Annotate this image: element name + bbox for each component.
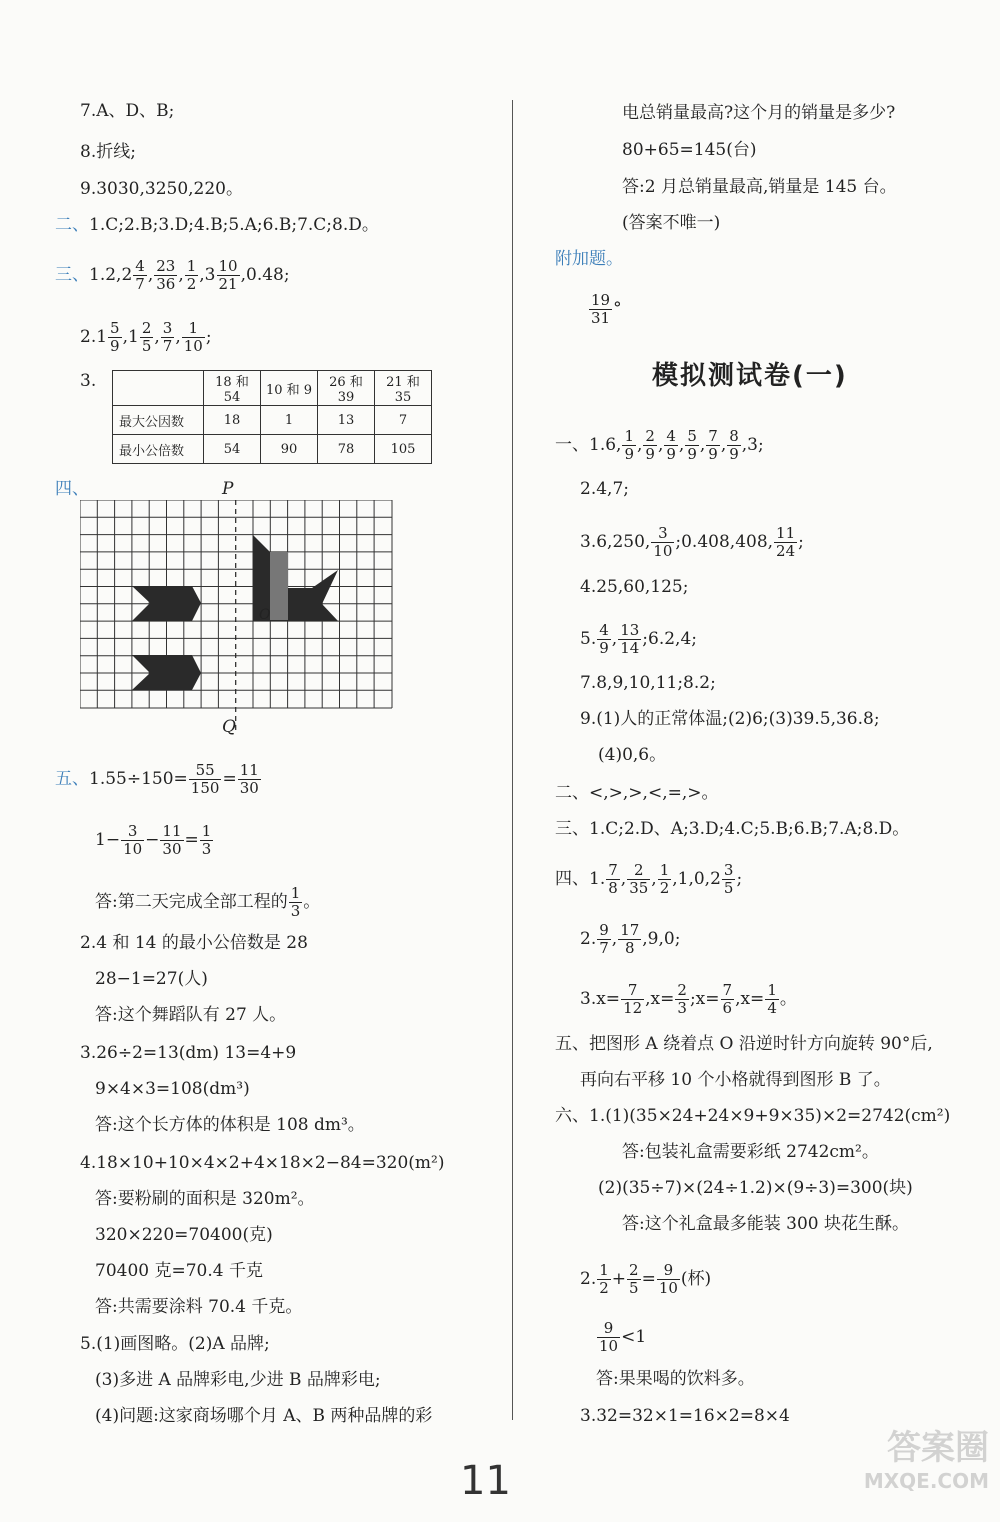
answer-line: 7.A、D、B;	[80, 101, 175, 121]
grid-figure	[80, 500, 400, 730]
section-2: 二、1.C;2.B;3.D;4.B;5.A;6.B;7.C;8.D。	[55, 215, 379, 235]
answer-line: 答:包装礼盒需要彩纸 2742cm²。	[622, 1142, 879, 1162]
section-5-line-1: 五、1.55÷150= $\frac{55}{150}$ = $\frac{11}{30}$	[55, 761, 259, 797]
answer-line: (答案不唯一)	[622, 213, 721, 233]
section-5-line-2: 1− $\frac{3}{10}$ − $\frac{11}{30}$ = $\frac{1}{3}$	[95, 822, 212, 858]
table-corner	[113, 371, 204, 406]
answer-line: 答:果果喝的饮料多。	[596, 1369, 755, 1389]
table-cell: 1	[261, 406, 318, 435]
answer-line: 2. $\frac{1}{2}$ + $\frac{2}{5}$ = $\frac{9}{10}$ (杯)	[580, 1261, 712, 1297]
watermark-logo: 答案圈 MXQE.COM	[863, 1428, 989, 1493]
answer-line: 28−1=27(人)	[95, 969, 208, 989]
shape-b-highlight	[270, 552, 288, 620]
line-p-label: P	[222, 479, 234, 499]
table-row	[113, 406, 432, 435]
extra-answer: $\frac{19}{31}$ °	[591, 291, 622, 327]
answer-line: 答:2 月总销量最高,销量是 145 台。	[622, 177, 897, 197]
answer-line: 3.32=32×1=16×2=8×4	[580, 1406, 790, 1426]
answer-line: 70400 克=70.4 千克	[95, 1261, 263, 1281]
answer-line: 2.4 和 14 的最小公倍数是 28	[80, 933, 308, 953]
column-divider	[512, 100, 513, 1420]
answer-line: 4.18×10+10×4×2+4×18×2−84=320(m²)	[80, 1153, 445, 1173]
answer-line: 5. $\frac{4}{9}$ , $\frac{13}{14}$ ;6.2,4;	[580, 621, 697, 657]
row-label: 最小公倍数	[113, 435, 204, 464]
table-cell: 105	[375, 435, 432, 464]
answer-line: (4)问题:这家商场哪个月 A、B 两种品牌的彩	[95, 1406, 433, 1426]
answer-line: 答:这个舞蹈队有 27 人。	[95, 1005, 287, 1025]
answer-line: (2)(35÷7)×(24÷1.2)×(9÷3)=300(块)	[598, 1178, 913, 1198]
row-label: 最大公因数	[113, 406, 204, 435]
table-cell: 78	[318, 435, 375, 464]
table-cell: 54	[204, 435, 261, 464]
answer-line: 9×4×3=108(dm³)	[95, 1079, 250, 1099]
answer-line: (3)多进 A 品牌彩电,少进 B 品牌彩电;	[95, 1370, 381, 1390]
answer-line: 9.(1)人的正常体温;(2)6;(3)39.5,36.8;	[580, 709, 880, 729]
answer-line: 2.4,7;	[580, 479, 629, 499]
section-3-line-1: 三、1.2,2 $\frac{4}{7}$ , $\frac{23}{36}$ , $\frac{1}{2}$ ,3 $\frac{10}{21}$ ,0.48;	[55, 257, 290, 293]
table-cell: 18	[204, 406, 261, 435]
table-cell: 7	[375, 406, 432, 435]
answer-line: 3.26÷2=13(dm) 13=4+9	[80, 1043, 297, 1063]
answer-line: 8.折线;	[80, 142, 136, 162]
answer-line: 一、1.6, $\frac{1}{9}$ , $\frac{2}{9}$ , $\frac{4}{9}$ , $\frac{5}{9}$ , $\frac{7}{9}$ , $\frac{8}{9}$ ,3;	[555, 427, 764, 463]
answer-line: 答:要粉刷的面积是 320m²。	[95, 1189, 315, 1209]
answer-line: 4.25,60,125;	[580, 577, 689, 597]
table-row	[113, 435, 432, 464]
table-cell: 13	[318, 406, 375, 435]
line-q-label: Q	[222, 717, 236, 737]
answer-line: 再向右平移 10 个小格就得到图形 B 了。	[580, 1070, 891, 1090]
answer-line: (4)0,6。	[598, 745, 667, 765]
point-o-label: O	[259, 607, 271, 623]
answer-line: 9.3030,3250,220。	[80, 179, 244, 199]
table-header-row	[113, 371, 432, 406]
answer-line: 80+65=145(台)	[622, 140, 757, 160]
answer-line: 3.6,250, $\frac{3}{10}$ ;0.408,408, $\frac{11}{24}$ ;	[580, 524, 804, 560]
table-header: 18 和 54	[204, 371, 261, 406]
answer-line: 5.(1)画图略。(2)A 品牌;	[80, 1334, 270, 1354]
gcd-lcm-table	[112, 370, 432, 464]
answer-line: 320×220=70400(克)	[95, 1225, 273, 1245]
answer-line: 2. $\frac{9}{7}$ , $\frac{17}{8}$ ,9,0;	[580, 921, 681, 957]
answer-line: 五、把图形 A 绕着点 O 沿逆时针方向旋转 90°后,	[555, 1034, 933, 1054]
answer-line: 7.8,9,10,11;8.2;	[580, 673, 716, 693]
table-header: 21 和 35	[375, 371, 432, 406]
table-header: 26 和 39	[318, 371, 375, 406]
section-3-line-2: 2.1 $\frac{5}{9}$ ,1 $\frac{2}{5}$ , $\frac{3}{7}$ , $\frac{1}{10}$ ;	[80, 319, 212, 355]
table-header: 10 和 9	[261, 371, 318, 406]
table-cell: 90	[261, 435, 318, 464]
section-4-label: 四、	[55, 479, 89, 499]
section-3-line-3: 3.	[80, 371, 97, 391]
answer-line: 答:共需要涂料 70.4 千克。	[95, 1297, 303, 1317]
answer-line: 答:这个礼盒最多能装 300 块花生酥。	[622, 1214, 909, 1234]
answer-line: 六、1.(1)(35×24+24×9+9×35)×2=2742(cm²)	[555, 1106, 951, 1126]
extra-question-label: 附加题。	[555, 249, 623, 269]
test-title: 模拟测试卷(一)	[652, 361, 848, 391]
answer-line: 电总销量最高?这个月的销量是多少?	[622, 103, 896, 123]
answer-line: $\frac{9}{10}$ <1	[599, 1319, 647, 1355]
answer-line: 答:第二天完成全部工程的 $\frac{1}{3}$ 。	[95, 884, 321, 920]
page-number: 11	[460, 1458, 511, 1504]
answer-line: 三、1.C;2.D、A;3.D;4.C;5.B;6.B;7.A;8.D。	[555, 819, 910, 839]
answer-line: 四、1. $\frac{7}{8}$ , $\frac{2}{35}$ , $\frac{1}{2}$ ,1,0,2 $\frac{3}{5}$ ;	[555, 861, 743, 897]
answer-line: 3.x= $\frac{7}{12}$ ,x= $\frac{2}{3}$ ;x= $\frac{7}{6}$ ,x= $\frac{1}{4}$ 。	[580, 981, 797, 1017]
answer-line: 答:这个长方体的体积是 108 dm³。	[95, 1115, 365, 1135]
answer-line: 二、<,>,>,<,=,>。	[555, 783, 719, 803]
